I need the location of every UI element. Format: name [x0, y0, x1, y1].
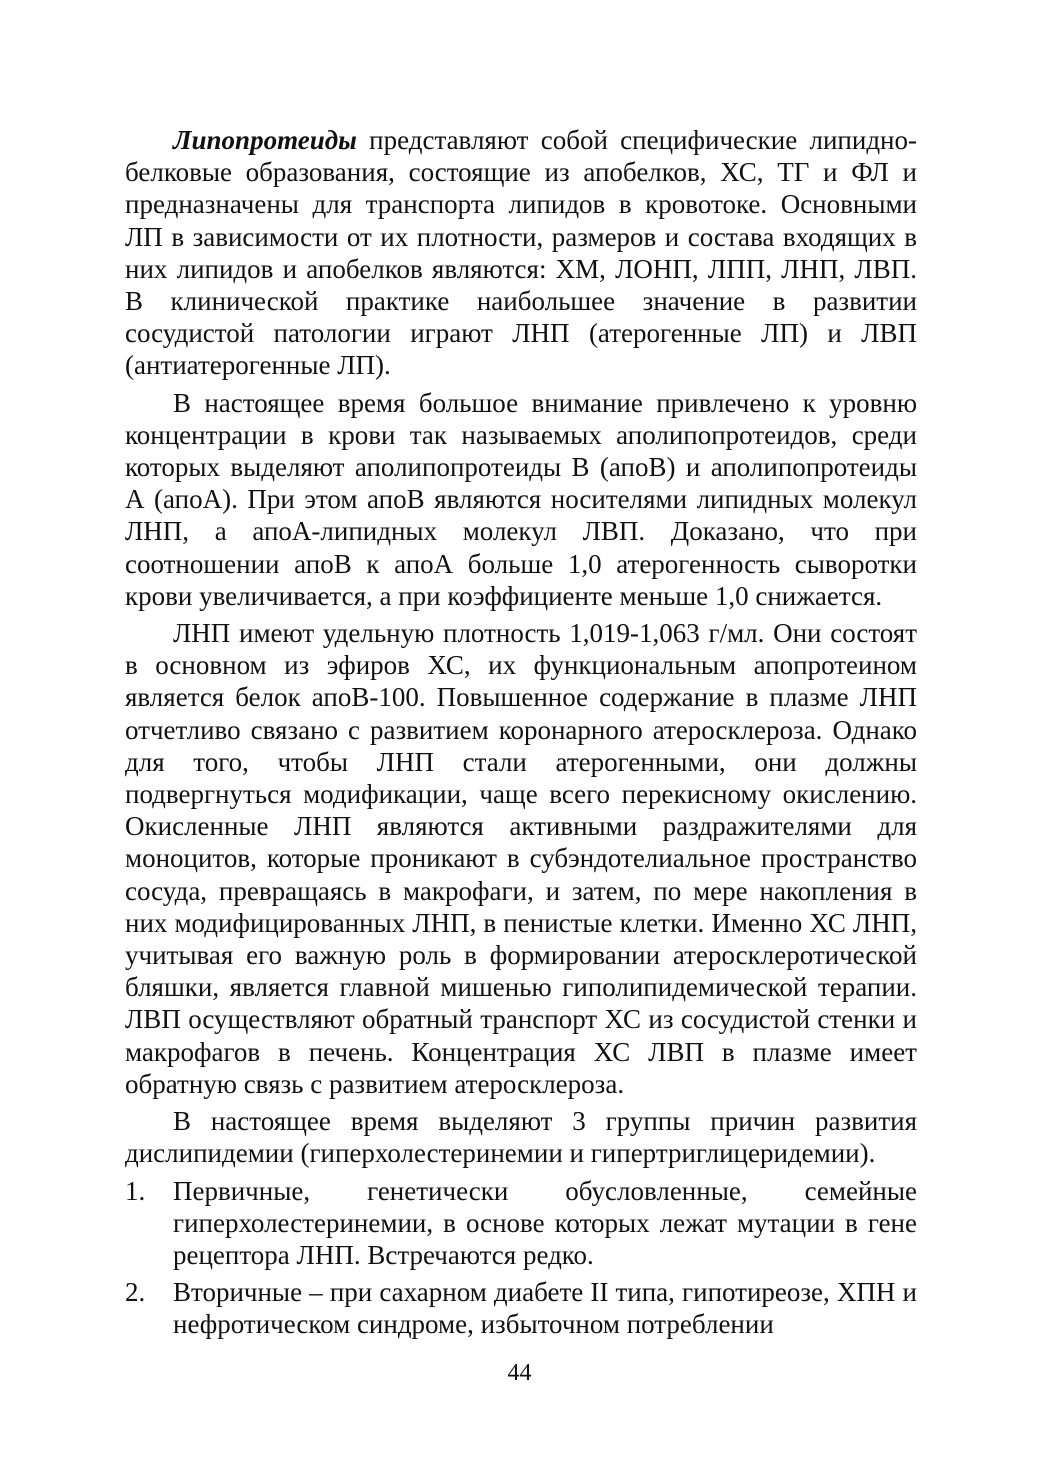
- document-page: [125, 124, 917, 1346]
- paragraph-apolipoproteins: В настоящее время большое внимание привлечено к уровню концентрации в крови так называемых аполипопротеидов, среди которых выделяют аполипопротеиды В (апоВ) и аполипопротеиды А (апоА). При этом апоВ являются носителями липидных молекул ЛНП, а апоА-липидных молекул ЛВП. Доказано, что при соотношении апоВ к апоА больше 1,0 атерогенность сыворотки крови увеличивается, а при коэффициенте меньше 1,0 снижается.: [125, 387, 917, 611]
- paragraph-lipoproteins-text: представляют собой специфические липидно-белковые образования, состоящие из апобелков, ХС, ТГ и ФЛ и предназначены для транспорта липидов в кровотоке. Основными ЛП в зависимости от их плотности, размеров и состава входящих в них липидов и апобелков являются: ХМ, ЛОНП, ЛПП, ЛНП, ЛВП. В клинической практике наибольшее значение в развитии сосудистой патологии играют ЛНП (атерогенные ЛП) и ЛВП (антиатерогенные ЛП).: [125, 125, 917, 381]
- list-text: Вторичные – при сахарном диабете II типа, гипотиреозе, ХПН и нефротическом синдроме, избыточном потреблении: [173, 1277, 917, 1340]
- list-item-primary: [125, 1175, 917, 1272]
- list-item-secondary: [125, 1276, 917, 1340]
- list-number: 1.: [125, 1175, 146, 1206]
- page-number: 44: [507, 1360, 532, 1386]
- list-text: Первичные, генетически обусловленные, семейные гиперхолестеринемии, в основе которых лежат мутации в гене рецептора ЛНП. Встречаются редко.: [173, 1175, 917, 1270]
- paragraph-ldl: ЛНП имеют удельную плотность 1,019-1,063 г/мл. Они состоят в основном из эфиров ХС, их функциональным апопротеином является белок апоВ-100. Повышенное содержание в плазме ЛНП отчетливо связано с развитием коронарного атеросклероза. Однако для того, чтобы ЛНП стали атерогенными, они должны подвергнуться модификации, чаще всего перекисному окислению. Окисленные ЛНП являются активными раздражителями для моноцитов, которые проникают в субэндотелиальное пространство сосуда, превращаясь в макрофаги, и затем, по мере накопления в них модифицированных ЛНП, в пенистые клетки. Именно ХС ЛНП, учитывая его важную роль в формировании атеросклеротической бляшки, является главной мишенью гиполипидемической терапии. ЛВП осуществляют обратный транспорт ХС из сосудистой стенки и макрофагов в печень. Концентрация ХС ЛВП в плазме имеет обратную связь с развитием атеросклероза.: [125, 618, 917, 1099]
- list-number: 2.: [125, 1277, 146, 1308]
- paragraph-lipoproteins: [125, 124, 917, 382]
- term-lipoproteins: Липопротеиды: [173, 125, 357, 155]
- paragraph-dyslipidemia-causes: В настоящее время выделяют 3 группы причин развития дислипидемии (гиперхолестеринемии и гипертриглицеридемии).: [125, 1106, 917, 1169]
